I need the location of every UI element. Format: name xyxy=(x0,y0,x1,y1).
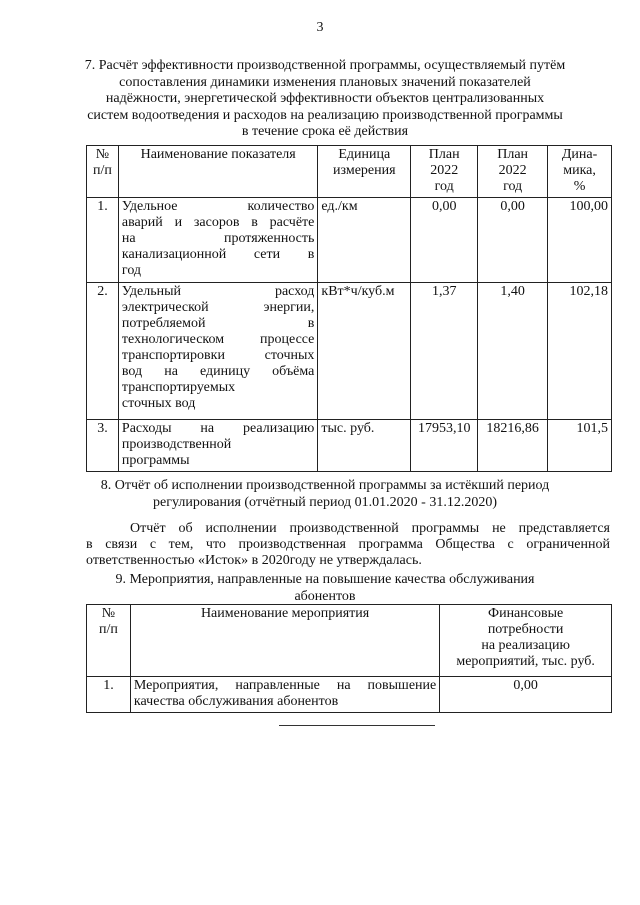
col-header-plan-1: План 2022 год xyxy=(411,146,478,198)
section-9-title xyxy=(80,572,570,605)
col-header-dynamics: Дина- мика, % xyxy=(548,146,612,198)
row-number: 3. xyxy=(87,420,119,472)
col-header-measure-name: Наименование мероприятия xyxy=(130,605,439,677)
table-row xyxy=(87,420,612,472)
indicator-name: Удельное количество аварий и засоров в расчёте на протяженность канализационной сети в год xyxy=(118,198,317,283)
financial-needs-value: 0,00 xyxy=(440,677,612,713)
row-number: 2. xyxy=(87,283,119,420)
table-row xyxy=(87,677,612,713)
table-row xyxy=(87,283,612,420)
section-9-title-line: 9. Мероприятия, направленные на повышение качества обслуживания xyxy=(115,572,535,587)
col-header-plan-2: План 2022 год xyxy=(478,146,548,198)
plan-1-value: 1,37 xyxy=(411,283,478,420)
plan-2-value: 18216,86 xyxy=(478,420,548,472)
section-7-title-line: в течение срока её действия xyxy=(241,124,409,139)
col-header-number: № п/п xyxy=(87,146,119,198)
row-number: 1. xyxy=(87,677,131,713)
measures-table xyxy=(86,604,612,713)
table-header-row xyxy=(87,605,612,677)
section-7-title-line: 7. Расчёт эффективности производственной программы, осуществляемый путём xyxy=(84,58,566,73)
col-header-financial-needs: Финансовые потребности на реализацию мероприятий, тыс. руб. xyxy=(440,605,612,677)
measure-name: Мероприятия, направленные на повышение качества обслуживания абонентов xyxy=(130,677,439,713)
plan-1-value: 17953,10 xyxy=(411,420,478,472)
section-7-title xyxy=(80,58,570,141)
section-8-paragraph xyxy=(86,521,610,569)
indicator-name: Расходы на реализацию производственной программы xyxy=(118,420,317,472)
page-number: 3 xyxy=(316,20,324,35)
indicator-name: Удельный расход электрической энергии, потребляемой в технологическом процессе транспортировки сточных вод на единицу объёма транспортируемых сточных вод xyxy=(118,283,317,420)
dynamics-value: 101,5 xyxy=(548,420,612,472)
plan-2-value: 1,40 xyxy=(478,283,548,420)
section-8-title-line: регулирования (отчётный период 01.01.2020 - 31.12.2020) xyxy=(153,494,497,510)
paragraph-line: в связи с тем, что производственная программа Общества с ограниченной xyxy=(86,537,610,552)
row-number: 1. xyxy=(87,198,119,283)
plan-2-value: 0,00 xyxy=(478,198,548,283)
dynamics-value: 100,00 xyxy=(548,198,612,283)
col-header-indicator-name: Наименование показателя xyxy=(118,146,317,198)
unit-value: ед./км xyxy=(318,198,411,283)
table-header-row xyxy=(87,146,612,198)
section-7-title-line: сопоставления динамики изменения плановых значений показателей xyxy=(119,74,531,90)
unit-value: тыс. руб. xyxy=(318,420,411,472)
section-7-title-line: систем водоотведения и расходов на реализацию производственной программы xyxy=(87,107,563,123)
plan-1-value: 0,00 xyxy=(411,198,478,283)
section-9-title-line: абонентов xyxy=(294,588,356,604)
dynamics-value: 102,18 xyxy=(548,283,612,420)
section-8-title xyxy=(80,478,570,511)
paragraph-line: Отчёт об исполнении производственной программы не представляется xyxy=(130,521,610,536)
section-8-title-line: 8. Отчёт об исполнении производственной программы за истёкший период xyxy=(100,478,550,493)
unit-value: кВт*ч/куб.м xyxy=(318,283,411,420)
col-header-unit: Единица измерения xyxy=(318,146,411,198)
col-header-number: № п/п xyxy=(87,605,131,677)
table-row xyxy=(87,198,612,283)
separator-line xyxy=(279,725,435,726)
efficiency-table xyxy=(86,145,612,472)
section-7-title-line: надёжности, энергетической эффективности объектов централизованных xyxy=(105,91,545,106)
paragraph-line: ответственностью «Исток» в 2020году не утверждалась. xyxy=(86,553,422,568)
